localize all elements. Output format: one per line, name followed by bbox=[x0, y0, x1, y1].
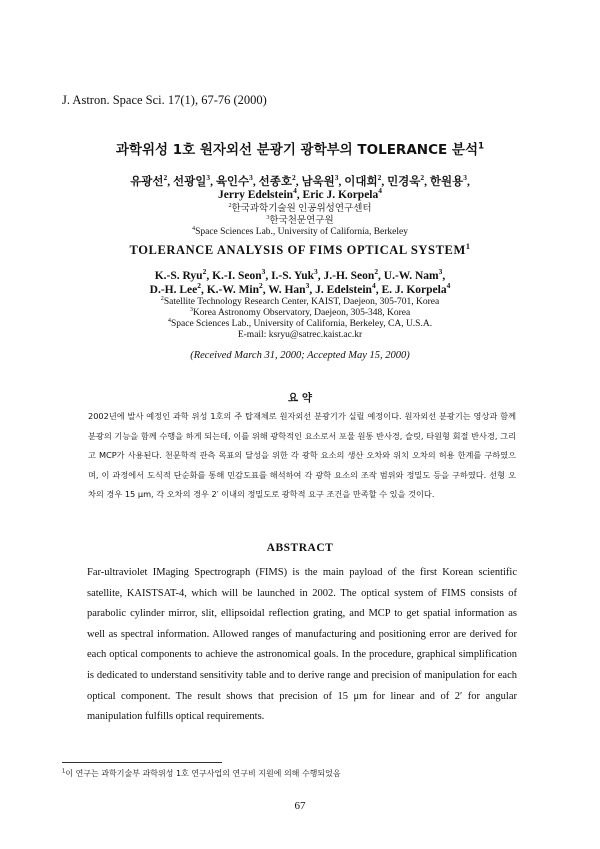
author: 선종호 bbox=[258, 176, 292, 188]
contact-email: E-mail: ksryu@satrec.kaist.ac.kr bbox=[237, 330, 363, 340]
author: K.-I. Seon bbox=[212, 270, 262, 282]
author: 선광일 bbox=[173, 176, 207, 188]
author: 육인수 bbox=[215, 176, 250, 188]
affiliation-mark: 2 bbox=[228, 202, 232, 209]
author-affiliation-mark: 3 bbox=[249, 173, 253, 183]
author: U.-W. Nam bbox=[383, 270, 439, 282]
author: 남욱원 bbox=[301, 176, 335, 188]
author-affiliation-mark: 4 bbox=[378, 186, 382, 196]
received-accepted-dates: (Received March 31, 2000; Accepted May 15, 2000) bbox=[190, 350, 410, 361]
affiliation-mark: 4 bbox=[192, 225, 196, 232]
affiliation-text: Korea Astronomy Observatory, Daejeon, 305-348, Korea bbox=[192, 308, 411, 318]
author: 이대희 bbox=[344, 176, 378, 188]
author: 한원용 bbox=[429, 176, 464, 188]
author: 유광선 bbox=[130, 176, 164, 188]
author: Eric J. Korpela bbox=[302, 189, 379, 201]
english-author-line-2: D.-H. Lee$^2$, K.-W. Min$^2$, W. Han$^3$, J. Edelstein$^4$, E. J. Korpela$^4$ bbox=[149, 281, 451, 296]
affiliation-text: Space Sciences Lab., University of California, Berkeley, CA, U.S.A. bbox=[170, 319, 433, 329]
author-affiliation-mark: 3 bbox=[261, 267, 266, 277]
author: Jerry Edelstein bbox=[218, 189, 294, 201]
author-affiliation-mark: 2 bbox=[420, 173, 425, 183]
korean-affiliations bbox=[0, 204, 600, 239]
author: I.-S. Yuk bbox=[271, 270, 315, 282]
affiliation-text: Satellite Technology Research Center, KAIST, Daejeon, 305-701, Korea bbox=[163, 297, 440, 307]
affiliation-line bbox=[0, 227, 600, 239]
page-number: 67 bbox=[294, 800, 306, 812]
affiliation-mark: 3 bbox=[266, 214, 270, 221]
english-title bbox=[0, 243, 600, 258]
english-author-line-1: K.-S. Ryu$^2$, K.-I. Seon$^3$, I.-S. Yuk$^3$, J.-H. Seon$^2$, U.-W. Nam$^3$, bbox=[154, 267, 446, 282]
author-affiliation-mark: 3 bbox=[305, 281, 310, 291]
english-title-footnote-mark: 1 bbox=[465, 241, 471, 251]
author: E. J. Korpela bbox=[381, 284, 447, 296]
abstract-heading: ABSTRACT bbox=[266, 542, 334, 554]
affiliation-line bbox=[0, 204, 600, 216]
footnote-text: 이 연구는 과학기술부 과학위성 1호 연구사업의 연구비 지원에 의해 수행되었음 bbox=[65, 769, 341, 778]
footnote bbox=[62, 768, 341, 779]
affiliation-line bbox=[0, 308, 600, 319]
author-affiliation-mark: 3 bbox=[334, 173, 339, 183]
author: 민경욱 bbox=[387, 176, 421, 188]
korean-author-list bbox=[0, 173, 600, 202]
korean-title bbox=[0, 138, 600, 158]
affiliation-line bbox=[0, 297, 600, 308]
author-affiliation-mark: 2 bbox=[291, 173, 296, 183]
journal-citation: J. Astron. Space Sci. 17(1), 67-76 (2000) bbox=[62, 93, 267, 107]
korean-abstract-body: 2002년에 발사 예정인 과학 위성 1호의 주 탑재체로 원자외선 분광기가 실릴 예정이다. 원자외선 분광기는 영상과 함께 분광의 기능을 함께 수행을 하게 되는데, 이를 위해 광학적인 요소로서 포물 원통 반사경, 슬릿, 타원형 회절 반사경, 그리고 MCP가 사용된다. 천문학적 관측 목표의 달성을 위한 각 광학 요소의 생산 오차와 위치 오차의 허용 한계를 구하였으며, 이 과정에서 도식적 단순화를 통해 민감도표를 해석하여 각 광학 요소의 조작 범위와 정밀도 등을 구하였다. 선형 오차의 경우 15 μm, 각 오차의 경우 2′ 이내의 정밀도로 광학적 요구 조건을 만족할 수 있을 것이다. bbox=[88, 411, 516, 500]
footnote-divider bbox=[62, 762, 222, 763]
author: D.-H. Lee bbox=[149, 284, 198, 296]
author-affiliation-mark: 2 bbox=[197, 281, 201, 291]
affiliation-text: 한국과학기술원 인공위성연구센터 bbox=[231, 204, 372, 214]
author-affiliation-mark: 4 bbox=[371, 281, 376, 291]
english-affiliations bbox=[0, 297, 600, 341]
author-affiliation-mark: 3 bbox=[463, 173, 467, 183]
korean-author-line-1: 유광선$^2$, 선광일$^3$, 육인수$^3$, 선종호$^2$, 남욱원$^3$, 이대희$^2$, 민경욱$^2$, 한원용$^3$, bbox=[130, 173, 470, 188]
english-author-list bbox=[0, 269, 600, 297]
affiliation-mark: 2 bbox=[160, 295, 164, 302]
affiliation-line bbox=[0, 319, 600, 330]
author: K.-W. Min bbox=[206, 284, 260, 296]
author: J. Edelstein bbox=[315, 284, 372, 296]
author: J.-H. Seon bbox=[323, 270, 375, 282]
korean-title-text: 과학위성 1호 원자외선 분광기 광학부의 TOLERANCE 분석 bbox=[115, 142, 478, 158]
author-affiliation-mark: 3 bbox=[206, 173, 211, 183]
author-affiliation-mark: 4 bbox=[446, 281, 451, 291]
affiliation-line bbox=[0, 216, 600, 228]
korean-author-line-2: Jerry Edelstein$^4$, Eric J. Korpela$^4$ bbox=[218, 186, 382, 201]
abstract-body: Far-ultraviolet IMaging Spectrograph (FIMS) is the main payload of the first Korean scientific satellite, KAISTSAT-4, which will be launched in 2002. The optical system of FIMS consists of parabolic cylinder mirror, slit, ellipsoidal reflection grating, and MCP to get spatial information as well as spectral information. Allowed ranges of manufacturing and positioning error are derived for each optical components to achieve the astronomical goals. In the procedure, graphical simplification is dedicated to understand sensitivity table and to derive range and precision of manipulation for each optical component. The result shows that precision of 15 μm for linear and of 2′ for angular manipulation fulfills optical requirements. bbox=[87, 567, 517, 723]
english-title-text: TOLERANCE ANALYSIS OF FIMS OPTICAL SYSTEM bbox=[129, 243, 466, 257]
author-affiliation-mark: 4 bbox=[293, 186, 297, 196]
author-affiliation-mark: 3 bbox=[314, 267, 318, 277]
author: W. Han bbox=[268, 284, 306, 296]
author-affiliation-mark: 2 bbox=[377, 173, 382, 183]
korean-abstract-heading: 요 약 bbox=[288, 392, 312, 404]
korean-title-footnote-mark: 1 bbox=[478, 141, 485, 152]
author-affiliation-mark: 2 bbox=[202, 267, 207, 277]
affiliation-text: 한국천문연구원 bbox=[269, 215, 334, 226]
author-affiliation-mark: 3 bbox=[438, 267, 443, 277]
affiliation-mark: 3 bbox=[189, 306, 193, 313]
footnote-mark: 1 bbox=[62, 768, 66, 775]
affiliation-text: Space Sciences Lab., University of California, Berkeley bbox=[195, 227, 408, 237]
author-affiliation-mark: 2 bbox=[259, 281, 263, 291]
author-affiliation-mark: 2 bbox=[163, 173, 168, 183]
affiliation-mark: 4 bbox=[167, 317, 171, 324]
author: K.-S. Ryu bbox=[154, 270, 203, 282]
author-affiliation-mark: 2 bbox=[374, 267, 379, 277]
